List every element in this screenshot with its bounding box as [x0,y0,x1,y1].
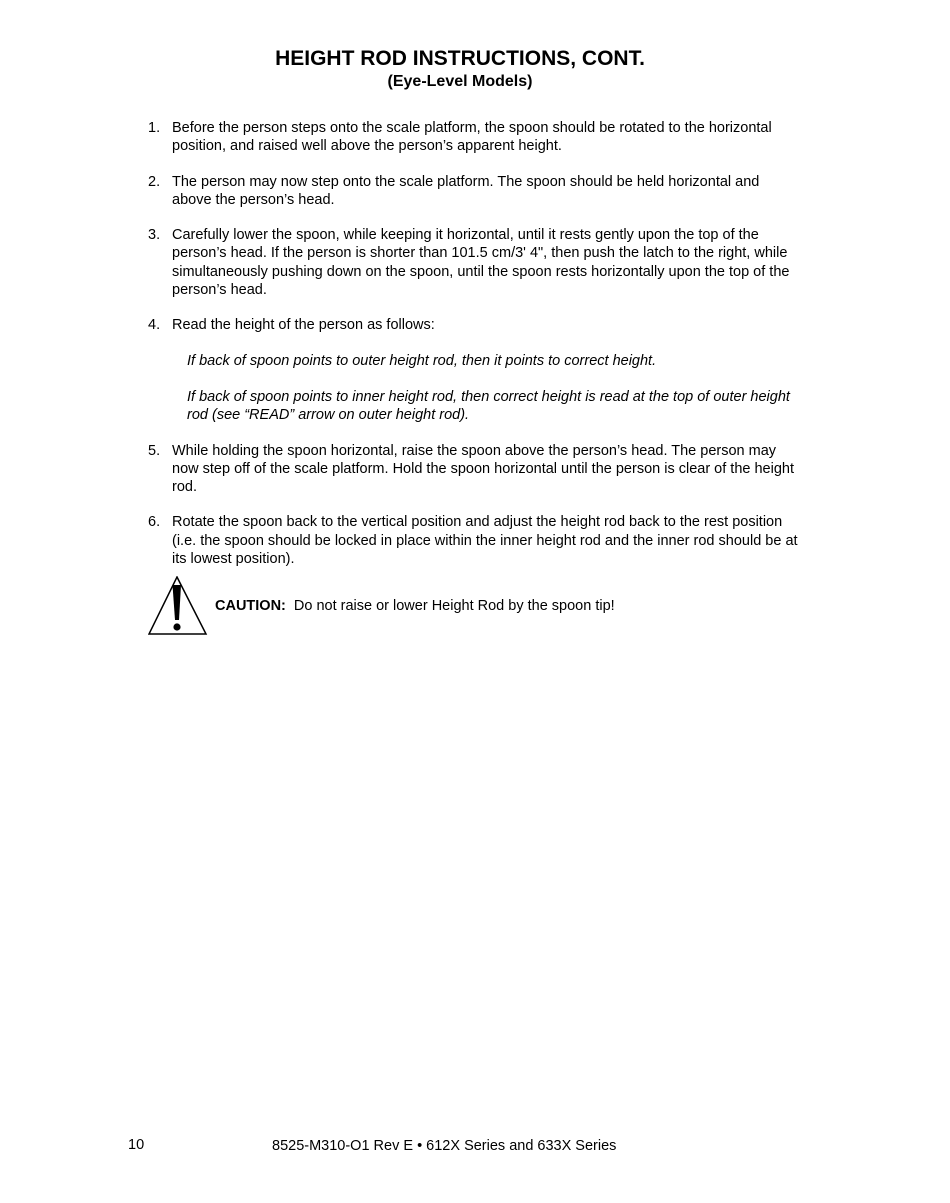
step-1 [148,119,798,156]
step-number: 2. [148,173,161,190]
page-subtitle: (Eye-Level Models) [387,73,533,90]
step-3 [148,226,798,299]
step-5 [148,442,798,497]
step-number: 3. [148,227,161,244]
warning-triangle-icon [148,576,208,636]
step-number: 5. [148,442,161,459]
step-6 [148,513,798,568]
step-text: The person may now step onto the scale platform. The spoon should be held horizontal and above the person’s head. [172,173,760,208]
step-number: 6. [148,514,161,531]
instruction-steps [148,119,798,585]
page-number: 10 [128,1137,145,1153]
step-note-inner-rod: If back of spoon points to inner height rod, then correct height is read at the top of outer height rod (see “READ” arrow on outer height rod). [187,388,790,424]
caution-text: Do not raise or lower Height Rod by the spoon tip! [293,598,615,614]
caution-message [215,597,615,615]
step-text: Before the person steps onto the scale platform, the spoon should be rotated to the horizontal position, and raised well above the person’s apparent height. [172,120,772,155]
caution-notice [148,576,798,636]
step-text: Read the height of the person as follows: [172,317,435,334]
step-number: 4. [148,317,161,334]
step-4 [148,316,798,424]
step-text: Rotate the spoon back to the vertical position and adjust the height rod back to the rest position (i.e. the spoon should be locked in place within the inner height rod and the inner rod should be at its lowest position). [172,514,798,568]
caution-label: CAUTION: [215,598,286,614]
document-footer: 8525-M310-O1 Rev E • 612X Series and 633X Series [272,1138,617,1154]
step-text: Carefully lower the spoon, while keeping it horizontal, until it rests gently upon the top of the person’s head. If the person is shorter than 101.5 cm/3' 4", then push the latch to the right, while simultaneously pushing down on the spoon, until the spoon rests horizontally upon the top of the person’s head. [172,227,790,299]
step-text: While holding the spoon horizontal, raise the spoon above the person’s head. The person may now step off of the scale platform. Hold the spoon horizontal until the person is clear of the height rod. [172,442,794,496]
step-note-outer-rod: If back of spoon points to outer height rod, then it points to correct height. [187,352,657,369]
page-title: HEIGHT ROD INSTRUCTIONS, CONT. [275,47,645,70]
step-2 [148,173,798,210]
step-number: 1. [148,120,161,136]
